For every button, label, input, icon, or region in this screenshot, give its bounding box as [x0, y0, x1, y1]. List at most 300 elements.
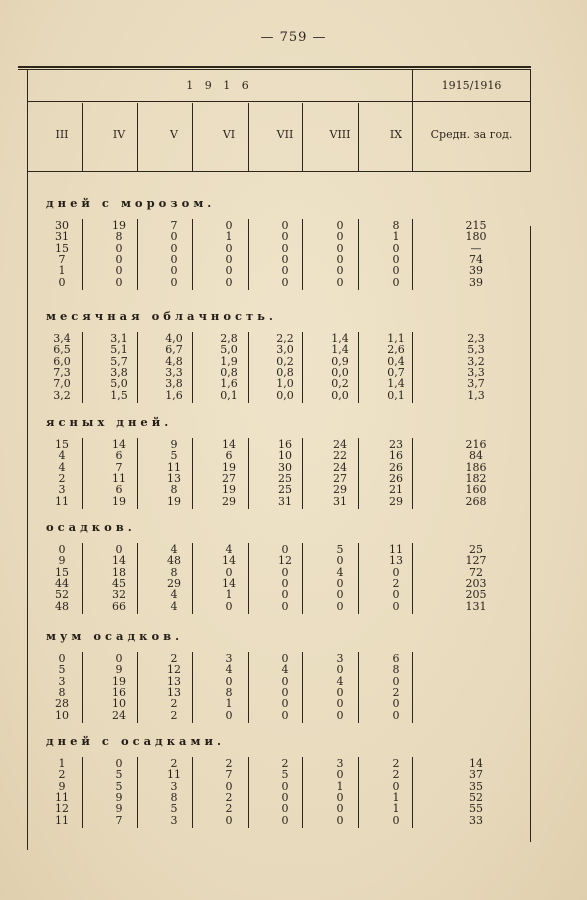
table-cell: 25 — [278, 471, 292, 485]
year-separator — [412, 70, 413, 172]
average-cell: 180 — [465, 230, 487, 244]
table-cell: 0 — [281, 264, 289, 278]
average-cell: — — [470, 241, 482, 255]
table-cell: 30 — [278, 460, 292, 474]
table-cell: 7 — [58, 252, 66, 266]
table-cell: 19 — [112, 219, 126, 232]
section-title: ясных дней. — [46, 415, 173, 429]
table-row — [0, 496, 587, 508]
table-cell: 0 — [336, 768, 344, 782]
table-cell: 5 — [170, 802, 178, 816]
table-cell: 0 — [225, 813, 233, 827]
average-cell: 203 — [465, 576, 487, 590]
table-cell: 0 — [392, 813, 400, 827]
table-cell: 3,8 — [165, 377, 183, 391]
table-cell: 2 — [58, 471, 66, 485]
table-row — [0, 439, 587, 451]
table-cell: 11 — [55, 813, 69, 827]
table-cell: 0 — [225, 264, 233, 278]
table-cell: 2 — [170, 652, 178, 665]
table-cell: 3 — [225, 652, 233, 665]
table-cell: 3,8 — [110, 365, 128, 379]
average-cell: 39 — [469, 275, 483, 289]
table-cell: 0 — [336, 241, 344, 255]
table-cell: 2 — [392, 576, 400, 590]
table-row — [0, 277, 587, 289]
table-row — [0, 698, 587, 710]
table-cell: 11 — [55, 790, 69, 804]
table-row — [0, 484, 587, 496]
table-cell: 0,0 — [331, 365, 349, 379]
average-cell: 72 — [469, 565, 483, 579]
table-row — [0, 815, 587, 827]
table-cell: 16 — [278, 438, 292, 451]
average-cell: 74 — [469, 252, 483, 266]
table-cell: 4 — [225, 543, 233, 556]
table-cell: 0 — [281, 543, 289, 556]
column-separator — [358, 103, 359, 172]
table-cell: 27 — [333, 471, 347, 485]
table-cell: 1 — [225, 230, 233, 244]
table-cell: 0 — [392, 275, 400, 289]
table-cell: 23 — [389, 438, 403, 451]
table-cell: 0 — [336, 219, 344, 232]
table-cell: 13 — [167, 674, 181, 688]
table-cell: 0 — [281, 779, 289, 793]
table-cell: 0 — [58, 275, 66, 289]
table-cell: 0,0 — [276, 388, 294, 402]
table-row — [0, 653, 587, 665]
table-cell: 4 — [170, 599, 178, 613]
table-cell: 0 — [336, 576, 344, 590]
average-cell: 2,3 — [467, 332, 485, 345]
table-cell: 2 — [392, 757, 400, 770]
table-cell: 11 — [112, 471, 126, 485]
table-cell: 2 — [281, 757, 289, 770]
table-cell: 8 — [58, 685, 66, 699]
month-header: VI — [222, 128, 236, 141]
table-cell: 9 — [115, 790, 123, 804]
average-cell: 14 — [469, 757, 483, 770]
column-separator — [248, 103, 249, 172]
table-cell: 25 — [278, 483, 292, 497]
table-cell: 2 — [170, 697, 178, 711]
average-cell: 33 — [469, 813, 483, 827]
table-cell: 15 — [55, 438, 69, 451]
table-cell: 14 — [112, 438, 126, 451]
table-cell: 7,3 — [53, 365, 71, 379]
table-cell: 4 — [170, 588, 178, 602]
page-number: — 759 — — [260, 30, 327, 45]
table-cell: 9 — [58, 554, 66, 568]
table-cell: 0 — [392, 697, 400, 711]
table-cell: 0 — [170, 252, 178, 266]
table-row — [0, 220, 587, 232]
table-cell: 6 — [392, 652, 400, 665]
table-cell: 8 — [170, 483, 178, 497]
table-cell: 6 — [115, 449, 123, 463]
table-cell: 4 — [336, 565, 344, 579]
table-cell: 1,6 — [220, 377, 238, 391]
table-cell: 11 — [389, 543, 403, 556]
table-cell: 2,8 — [220, 332, 238, 345]
table-cell: 0 — [225, 241, 233, 255]
table-row — [0, 578, 587, 590]
table-row — [0, 676, 587, 688]
table-cell: 0 — [281, 790, 289, 804]
table-cell: 8 — [392, 663, 400, 677]
table-cell: 16 — [112, 685, 126, 699]
table-cell: 0 — [225, 565, 233, 579]
average-cell: 37 — [469, 768, 483, 782]
table-cell: 0,9 — [331, 354, 349, 368]
table-cell: 0 — [281, 599, 289, 613]
table-row — [0, 792, 587, 804]
table-cell: 1 — [392, 802, 400, 816]
table-cell: 0 — [115, 241, 123, 255]
table-row — [0, 450, 587, 462]
table-cell: 3,4 — [53, 332, 71, 345]
table-cell: 0,1 — [220, 388, 238, 402]
table-cell: 29 — [222, 494, 236, 508]
table-cell: 5 — [281, 768, 289, 782]
table-cell: 3 — [170, 779, 178, 793]
table-cell: 3,1 — [110, 332, 128, 345]
section-title: мум осадков. — [46, 629, 184, 643]
table-cell: 1 — [58, 757, 66, 770]
table-cell: 3,3 — [165, 365, 183, 379]
table-cell: 2 — [225, 802, 233, 816]
table-cell: 0 — [115, 543, 123, 556]
table-cell: 8 — [392, 219, 400, 232]
table-cell: 29 — [333, 483, 347, 497]
average-cell: 3,2 — [467, 354, 485, 368]
table-cell: 31 — [333, 494, 347, 508]
table-cell: 6,0 — [53, 354, 71, 368]
section-title: месячная облачность. — [46, 309, 277, 323]
table-cell: 2 — [225, 790, 233, 804]
table-row — [0, 544, 587, 556]
table-cell: 0 — [281, 252, 289, 266]
table-cell: 21 — [389, 483, 403, 497]
table-cell: 8 — [170, 790, 178, 804]
average-cell: 216 — [465, 438, 487, 451]
table-cell: 4 — [225, 663, 233, 677]
table-cell: 32 — [112, 588, 126, 602]
month-header: IV — [112, 128, 126, 141]
table-cell: 5 — [336, 543, 344, 556]
table-row — [0, 803, 587, 815]
table-cell: 7 — [115, 460, 123, 474]
table-cell: 9 — [170, 438, 178, 451]
table-right-border — [530, 70, 531, 172]
table-cell: 0,8 — [220, 365, 238, 379]
table-cell: 1 — [392, 230, 400, 244]
average-cell: 3,3 — [467, 365, 485, 379]
table-cell: 0 — [225, 219, 233, 232]
table-cell: 0 — [225, 599, 233, 613]
table-cell: 19 — [167, 494, 181, 508]
table-cell: 0 — [281, 588, 289, 602]
table-cell: 0 — [115, 252, 123, 266]
table-cell: 0 — [170, 241, 178, 255]
table-cell: 0 — [225, 779, 233, 793]
column-separator — [137, 103, 138, 172]
average-cell: 52 — [469, 790, 483, 804]
table-cell: 12 — [167, 663, 181, 677]
table-row — [0, 601, 587, 613]
table-cell: 2,6 — [387, 343, 405, 357]
table-cell: 0 — [336, 588, 344, 602]
table-cell: 2,2 — [276, 332, 294, 345]
section-title: дней с осадками. — [46, 734, 226, 748]
table-cell: 12 — [55, 802, 69, 816]
table-row — [0, 231, 587, 243]
year-avg-label: 1915/1916 — [441, 79, 502, 92]
table-cell: 14 — [222, 576, 236, 590]
table-cell: 2 — [58, 768, 66, 782]
table-cell: 0 — [336, 599, 344, 613]
table-cell: 0 — [115, 275, 123, 289]
table-cell: 7 — [170, 219, 178, 232]
section-title: осадков. — [46, 520, 136, 534]
table-cell: 0 — [336, 802, 344, 816]
table-top-rule — [18, 66, 531, 68]
table-cell: 10 — [55, 708, 69, 722]
table-row — [0, 687, 587, 699]
table-cell: 0 — [336, 230, 344, 244]
table-cell: 3 — [58, 674, 66, 688]
table-cell: 4,0 — [165, 332, 183, 345]
table-cell: 4 — [58, 460, 66, 474]
table-cell: 0,8 — [276, 365, 294, 379]
month-header: IX — [389, 128, 403, 141]
table-cell: 31 — [55, 230, 69, 244]
table-cell: 52 — [55, 588, 69, 602]
table-cell: 15 — [55, 241, 69, 255]
table-cell: 0,4 — [387, 354, 405, 368]
table-cell: 6,7 — [165, 343, 183, 357]
month-header: VII — [276, 128, 294, 141]
table-row — [0, 710, 587, 722]
table-cell: 48 — [167, 554, 181, 568]
table-cell: 0 — [336, 275, 344, 289]
average-cell: 35 — [469, 779, 483, 793]
table-row — [0, 265, 587, 277]
table-cell: 13 — [389, 554, 403, 568]
table-cell: 0 — [281, 652, 289, 665]
average-cell: 55 — [469, 802, 483, 816]
table-cell: 4 — [58, 449, 66, 463]
table-cell: 9 — [58, 779, 66, 793]
column-separator — [82, 103, 83, 172]
table-cell: 0 — [58, 543, 66, 556]
table-cell: 0 — [336, 697, 344, 711]
table-cell: 7 — [115, 813, 123, 827]
table-cell: 3 — [336, 652, 344, 665]
table-cell: 0 — [336, 790, 344, 804]
table-cell: 0,1 — [387, 388, 405, 402]
average-cell: 205 — [465, 588, 487, 602]
table-cell: 0,7 — [387, 365, 405, 379]
table-cell: 0 — [336, 708, 344, 722]
table-cell: 0 — [281, 697, 289, 711]
table-row — [0, 243, 587, 255]
table-cell: 6 — [225, 449, 233, 463]
table-row — [0, 781, 587, 793]
table-cell: 0 — [281, 674, 289, 688]
table-cell: 11 — [167, 768, 181, 782]
average-cell: 268 — [465, 494, 487, 508]
table-cell: 1 — [58, 264, 66, 278]
table-cell: 2 — [170, 708, 178, 722]
year-label: 1 9 1 6 — [186, 79, 253, 92]
table-cell: 3,2 — [53, 388, 71, 402]
table-cell: 0 — [170, 230, 178, 244]
average-cell: 84 — [469, 449, 483, 463]
table-cell: 19 — [112, 494, 126, 508]
header-bottom-rule — [27, 171, 530, 172]
table-cell: 27 — [222, 471, 236, 485]
table-cell: 0 — [392, 252, 400, 266]
table-cell: 24 — [112, 708, 126, 722]
table-cell: 0 — [281, 219, 289, 232]
table-cell: 2 — [392, 685, 400, 699]
table-cell: 3 — [336, 757, 344, 770]
table-cell: 1 — [225, 697, 233, 711]
table-cell: 19 — [112, 674, 126, 688]
average-cell: 127 — [465, 554, 487, 568]
table-cell: 1,4 — [387, 377, 405, 391]
table-row — [0, 462, 587, 474]
table-cell: 0 — [336, 554, 344, 568]
table-cell: 0 — [281, 685, 289, 699]
table-cell: 10 — [112, 697, 126, 711]
table-cell: 5 — [115, 779, 123, 793]
table-cell: 11 — [167, 460, 181, 474]
table-cell: 2 — [392, 768, 400, 782]
table-cell: 0 — [281, 802, 289, 816]
table-cell: 24 — [333, 438, 347, 451]
table-row — [0, 567, 587, 579]
table-cell: 18 — [112, 565, 126, 579]
table-cell: 0 — [392, 779, 400, 793]
table-cell: 0 — [281, 275, 289, 289]
table-cell: 14 — [112, 554, 126, 568]
table-cell: 1,4 — [331, 343, 349, 357]
table-cell: 0 — [336, 663, 344, 677]
table-cell: 44 — [55, 576, 69, 590]
table-cell: 0 — [392, 674, 400, 688]
table-cell: 0 — [225, 252, 233, 266]
table-cell: 1 — [392, 790, 400, 804]
table-cell: 7 — [225, 768, 233, 782]
column-separator — [192, 103, 193, 172]
table-cell: 4,8 — [165, 354, 183, 368]
table-cell: 5,0 — [220, 343, 238, 357]
table-cell: 15 — [55, 565, 69, 579]
table-cell: 0 — [392, 565, 400, 579]
table-cell: 0 — [336, 813, 344, 827]
month-header: V — [170, 128, 178, 141]
table-cell: 8 — [225, 685, 233, 699]
table-cell: 5 — [58, 663, 66, 677]
table-cell: 0 — [281, 241, 289, 255]
average-cell: 39 — [469, 264, 483, 278]
table-cell: 24 — [333, 460, 347, 474]
average-cell: 160 — [465, 483, 487, 497]
table-row — [0, 390, 587, 402]
table-cell: 0 — [281, 230, 289, 244]
table-cell: 1,5 — [110, 388, 128, 402]
table-cell: 0 — [170, 275, 178, 289]
table-cell: 1 — [225, 588, 233, 602]
table-cell: 2 — [225, 757, 233, 770]
table-cell: 0 — [281, 576, 289, 590]
table-cell: 0 — [336, 252, 344, 266]
table-cell: 48 — [55, 599, 69, 613]
table-cell: 0 — [115, 757, 123, 770]
table-cell: 0 — [281, 565, 289, 579]
table-cell: 0,2 — [331, 377, 349, 391]
table-cell: 3,0 — [276, 343, 294, 357]
table-right-border-lower — [530, 226, 531, 842]
average-column-header: Средн. за год. — [430, 128, 513, 141]
table-row — [0, 555, 587, 567]
table-cell: 1,4 — [331, 332, 349, 345]
table-cell: 0 — [392, 264, 400, 278]
table-cell: 29 — [389, 494, 403, 508]
table-cell: 0,0 — [331, 388, 349, 402]
table-cell: 0 — [225, 674, 233, 688]
table-row — [0, 664, 587, 676]
table-cell: 66 — [112, 599, 126, 613]
table-cell: 0 — [392, 588, 400, 602]
table-cell: 0 — [281, 813, 289, 827]
average-cell: 3,7 — [467, 377, 485, 391]
table-cell: 4 — [281, 663, 289, 677]
table-cell: 22 — [333, 449, 347, 463]
table-cell: 45 — [112, 576, 126, 590]
table-cell: 1,1 — [387, 332, 405, 345]
table-cell: 0 — [336, 685, 344, 699]
average-cell: 182 — [465, 471, 487, 485]
table-cell: 7,0 — [53, 377, 71, 391]
table-cell: 16 — [389, 449, 403, 463]
table-cell: 9 — [115, 802, 123, 816]
table-cell: 0 — [392, 599, 400, 613]
table-cell: 6 — [115, 483, 123, 497]
average-cell: 25 — [469, 543, 483, 556]
table-row — [0, 769, 587, 781]
column-separator — [302, 103, 303, 172]
table-cell: 0 — [115, 264, 123, 278]
average-cell: 215 — [465, 219, 487, 232]
table-cell: 12 — [278, 554, 292, 568]
table-top-rule-thin — [18, 69, 531, 70]
month-header: III — [55, 128, 69, 141]
table-cell: 14 — [222, 438, 236, 451]
table-cell: 1,6 — [165, 388, 183, 402]
year-rule — [27, 101, 530, 102]
table-cell: 9 — [115, 663, 123, 677]
table-cell: 26 — [389, 460, 403, 474]
table-row — [0, 473, 587, 485]
table-row — [0, 758, 587, 770]
average-cell: 5,3 — [467, 343, 485, 357]
table-cell: 6,5 — [53, 343, 71, 357]
table-cell: 2 — [170, 757, 178, 770]
